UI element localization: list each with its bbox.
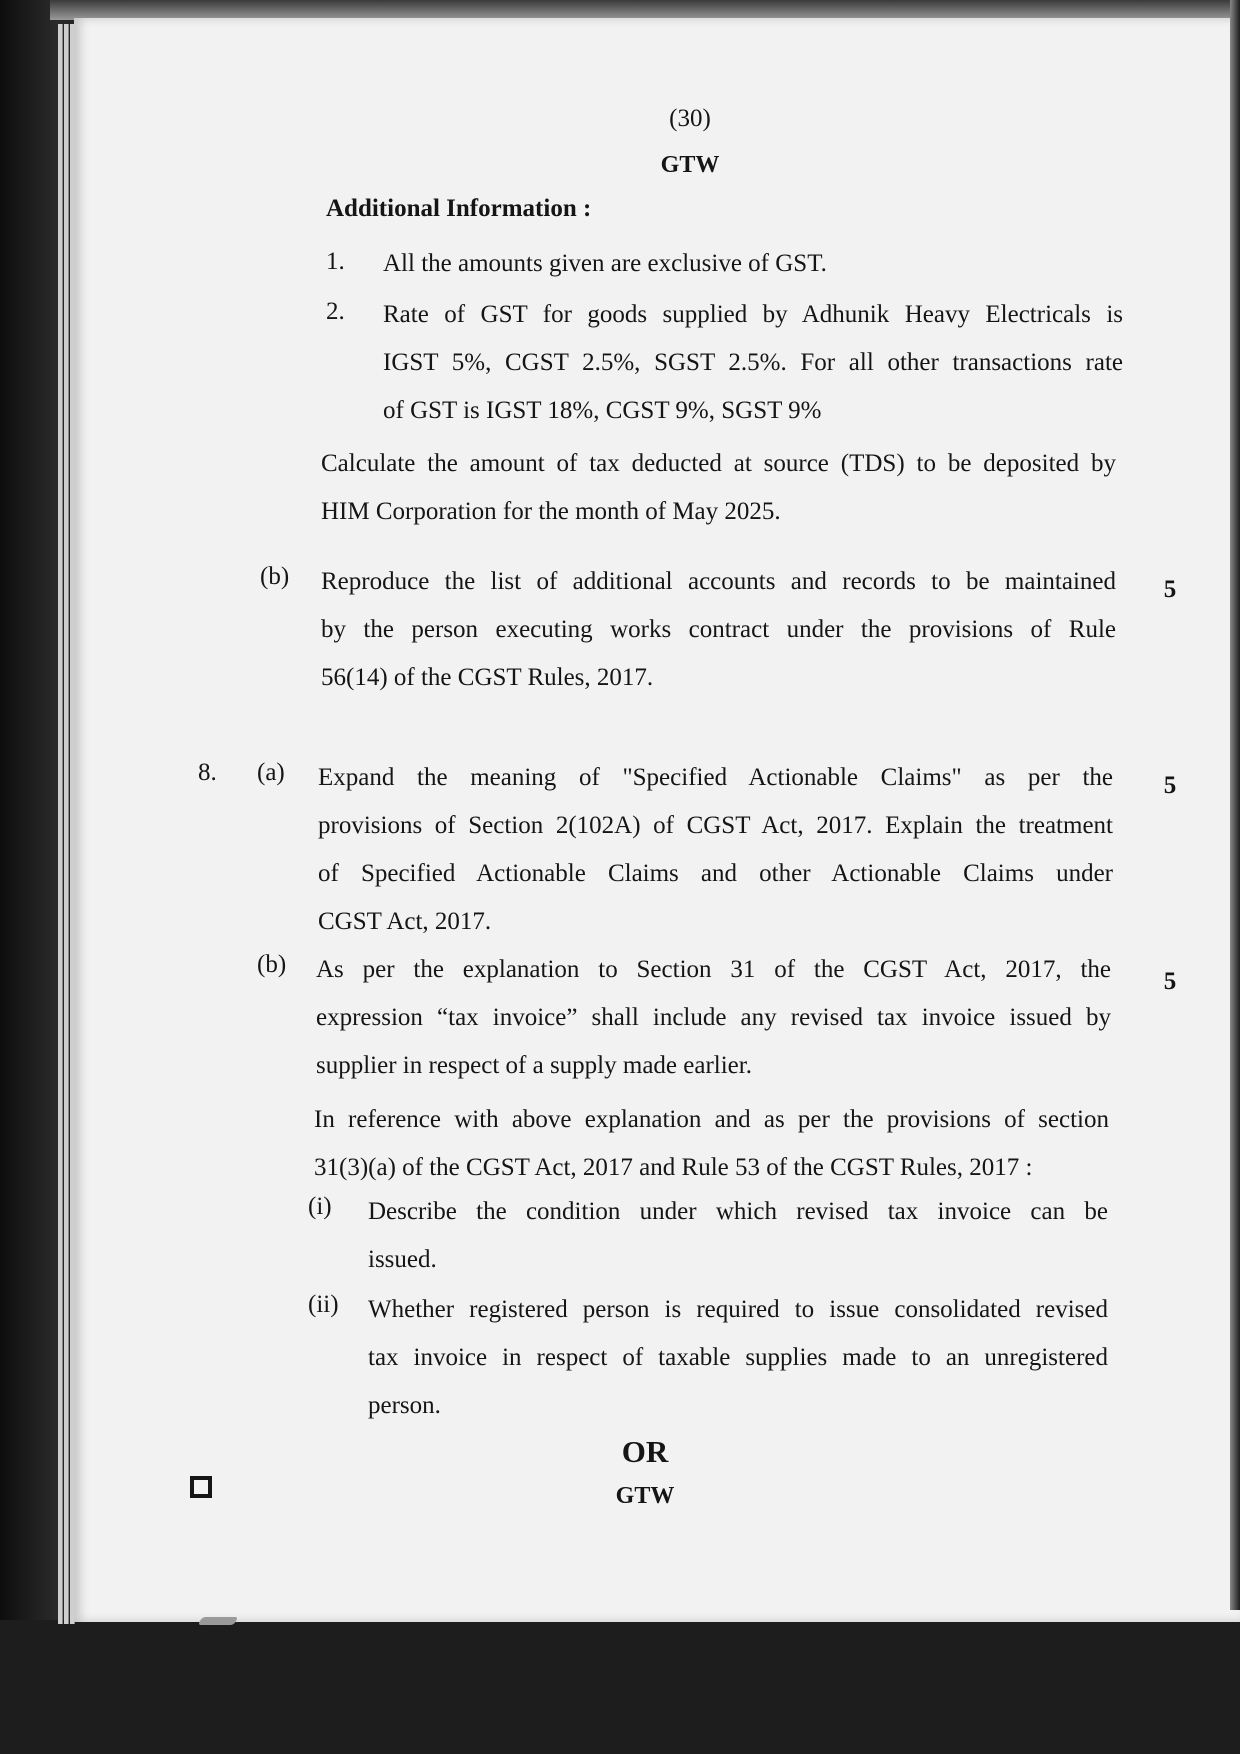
subpart-label: (i) bbox=[308, 1193, 332, 1220]
text-line: IGST 5%, CGST 2.5%, SGST 2.5%. For all other transactions rate bbox=[383, 349, 1123, 376]
text-line: 31(3)(a) of the CGST Act, 2017 and Rule 53 of the CGST Rules, 2017 : bbox=[314, 1154, 1033, 1181]
text-line: 56(14) of the CGST Rules, 2017. bbox=[321, 664, 654, 691]
text-line: of GST is IGST 18%, CGST 9%, SGST 9% bbox=[383, 397, 822, 424]
page-number: (30) bbox=[669, 105, 711, 132]
paper-code-bottom: GTW bbox=[615, 1483, 675, 1509]
scanner-right-edge bbox=[1230, 0, 1240, 1610]
question-part-label: (b) bbox=[257, 951, 287, 978]
text-line: person. bbox=[368, 1392, 441, 1419]
additional-info-heading: Additional Information : bbox=[326, 195, 592, 222]
text-line: In reference with above explanation and as per the provisions of section bbox=[314, 1106, 1109, 1133]
marks: 5 bbox=[1163, 772, 1177, 799]
question-part-label: (b) bbox=[260, 563, 290, 590]
question-text bbox=[321, 558, 1116, 702]
page-stack-edge bbox=[58, 24, 63, 1624]
question-text bbox=[316, 946, 1111, 1090]
page-stack-edge bbox=[64, 24, 69, 1624]
text-line: provisions of Section 2(102A) of CGST Act, 2017. Explain the treatment bbox=[318, 812, 1113, 839]
text-line: Calculate the amount of tax deducted at source (TDS) to be deposited by bbox=[321, 450, 1116, 477]
subpart-text bbox=[368, 1286, 1108, 1430]
text-line: Rate of GST for goods supplied by Adhunik Heavy Electricals is bbox=[383, 301, 1123, 328]
reference-text bbox=[314, 1096, 1109, 1192]
list-item-text: All the amounts given are exclusive of GST. bbox=[383, 250, 827, 277]
marks: 5 bbox=[1163, 576, 1177, 603]
list-item-text bbox=[383, 291, 1123, 435]
text-line: issued. bbox=[368, 1246, 437, 1273]
text-line: supplier in respect of a supply made earlier. bbox=[316, 1052, 752, 1079]
square-marker-icon bbox=[190, 1476, 212, 1498]
text-line: Reproduce the list of additional accounts and records to be maintained bbox=[321, 568, 1116, 595]
calculate-instruction bbox=[321, 440, 1116, 536]
question-number: 8. bbox=[198, 759, 217, 786]
text-line: Describe the condition under which revised tax invoice can be bbox=[368, 1198, 1108, 1225]
or-separator: OR bbox=[621, 1434, 669, 1469]
text-line: of Specified Actionable Claims and other Actionable Claims under bbox=[318, 860, 1113, 887]
page-curl-mark bbox=[198, 1617, 239, 1625]
scanner-bottom-shadow bbox=[0, 1620, 1240, 1754]
subpart-label: (ii) bbox=[308, 1291, 339, 1318]
paper-code-top: GTW bbox=[660, 152, 720, 178]
list-item-number: 2. bbox=[326, 298, 345, 325]
text-line: Expand the meaning of "Specified Actionable Claims" as per the bbox=[318, 764, 1113, 791]
text-line: by the person executing works contract under the provisions of Rule bbox=[321, 616, 1116, 643]
scanner-top-edge bbox=[50, 0, 1240, 20]
text-line: CGST Act, 2017. bbox=[318, 908, 492, 935]
text-line: Whether registered person is required to issue consolidated revised bbox=[368, 1296, 1108, 1323]
text-line: As per the explanation to Section 31 of the CGST Act, 2017, the bbox=[316, 956, 1111, 983]
text-line: expression “tax invoice” shall include any revised tax invoice issued by bbox=[316, 1004, 1111, 1031]
text-line: tax invoice in respect of taxable supplies made to an unregistered bbox=[368, 1344, 1108, 1371]
question-text bbox=[318, 754, 1113, 946]
subpart-text bbox=[368, 1188, 1108, 1284]
question-part-label: (a) bbox=[257, 759, 285, 786]
list-item-number: 1. bbox=[326, 248, 345, 275]
marks: 5 bbox=[1163, 968, 1177, 995]
text-line: HIM Corporation for the month of May 2025. bbox=[321, 498, 781, 525]
